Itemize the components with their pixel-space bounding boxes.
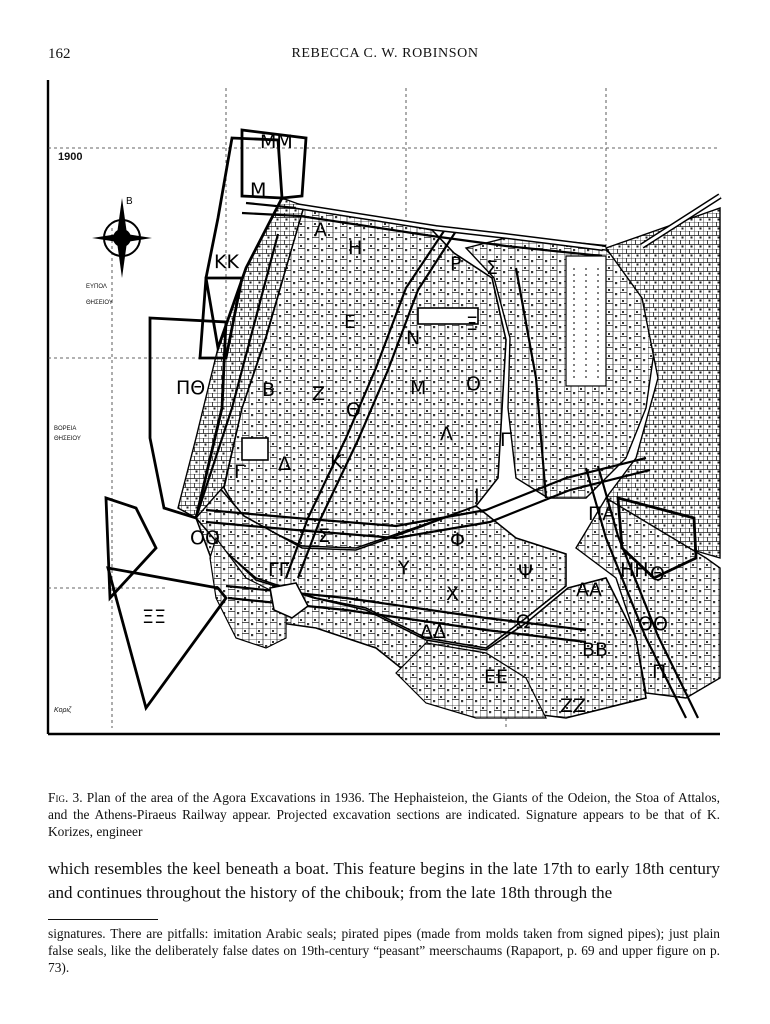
caption-label: Fig. [48,790,69,805]
engineer-signature: Κοριζ [54,707,72,714]
section-label: Ρ [450,253,462,275]
section-label: ΠΑ [588,503,616,525]
page-header [0,46,770,66]
section-label: ΜΜ [260,131,293,153]
agora-plan-figure [46,78,722,738]
section-label: Γ [234,461,245,483]
section-label: Θ [346,399,361,421]
section-label: Σ [318,525,331,547]
section-label: Ο [466,373,481,395]
street-label-1: ΕΥΠΟΛ [86,284,107,290]
section-label: Η [348,237,363,259]
section-label: ΖΖ [560,695,587,717]
section-label: Δ [278,453,291,475]
section-label: ΕΕ [484,666,509,688]
figure-caption [48,789,720,840]
section-label: Ξ [466,313,479,335]
section-label: Φ [450,529,465,551]
section-label: Χ [446,583,460,605]
section-label: Ζ [312,383,326,405]
section-label: ΞΞ [142,606,167,628]
footnote: signatures. There are pitfalls: imitation Arabic seals; pirated pipes (made from molds taken from signed pipes); just plain false seals, like the deliberately false dates on 19th-century “peasant” meerschaums (Rapaport, p. 69 and upper figure on p. 73). [48,926,720,975]
compass-icon [92,196,152,278]
section-label: Α [314,219,327,241]
section-label: Π [652,661,667,683]
section-label: Β [262,379,276,401]
section-label: ΑΑ [576,579,602,601]
section-label: Μ [250,179,267,201]
page-number: 162 [48,46,71,62]
section-label: Μ [410,377,427,399]
section-label: Ψ [518,561,533,583]
section-label: ΘΘ [638,613,668,635]
section-label: Λ [440,423,453,445]
compass-label: Β [126,196,133,207]
section-label: ΓΓ [268,559,290,581]
body-paragraph: which resembles the keel beneath a boat. This feature begins in the late 17th to early 18th century and continues throughout the history of the chibouk; from the late 18th through the [48,859,720,902]
section-label: Ω [516,611,531,633]
map-year-label: 1900 [58,151,83,163]
street-label-4: ΘΗΣΕΙΟΥ [54,436,81,442]
running-head: REBECCA C. W. ROBINSON [291,46,479,61]
street-label-3: ΒΟΡΕΙΑ [54,426,77,432]
section-label: Υ [398,557,410,579]
section-label: ΔΔ [420,621,446,643]
section-label: ΟΟ [190,527,220,549]
section-label: Γ [500,429,511,451]
section-label: Ι [474,485,480,507]
section-label: Θ [650,563,665,585]
section-label: Σ [486,257,499,279]
section-label: ΚΚ [214,251,239,273]
section-label: ΒΒ [582,639,609,661]
street-label-2: ΘΗΣΕΙΟΥ [86,300,113,306]
section-label: Ν [406,327,421,349]
section-label: ΠΘ [176,377,206,399]
footnote-rule [48,919,158,920]
section-label: Κ [330,451,343,473]
caption-text: 3. Plan of the area of the Agora Excavations in 1936. The Hephaisteion, the Giants of the Odeion, the Stoa of Attalos, and the Athens-Piraeus Railway appear. Projected excavation sections are indicated. Signature appears to be that of K. Korizes, engineer [48,790,720,839]
section-label: Ε [344,311,357,333]
section-label: ΗΗ [620,559,649,581]
